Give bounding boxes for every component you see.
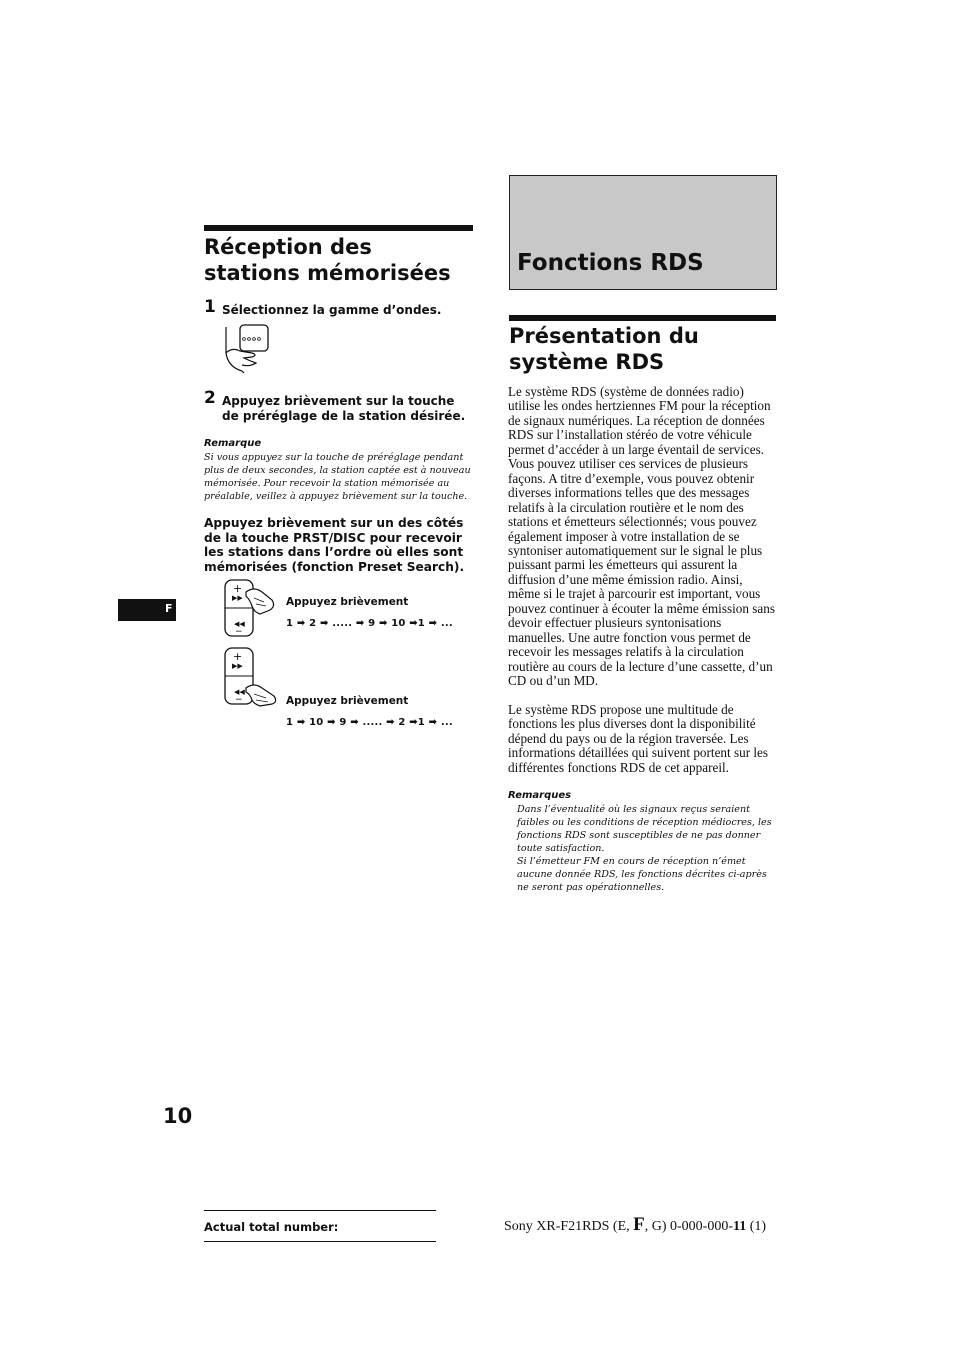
diagram1-label: Appuyez brièvement bbox=[286, 596, 409, 608]
preset-search-text: Appuyez brièvement sur un des côtés de la touche PRST/DISC pour recevoir les stations dans l’ordre où elles sont mémorisées (fonction Preset Search). bbox=[204, 516, 465, 574]
page-number: 10 bbox=[163, 1104, 193, 1128]
footer-top-rule bbox=[204, 1210, 436, 1211]
svg-text:−: − bbox=[235, 695, 243, 705]
svg-text:+: + bbox=[233, 582, 243, 595]
right-notes-title: Remarques bbox=[508, 790, 572, 801]
right-note-item-1: Dans l’éventualité où les signaux reçus seraient faibles ou les conditions de réception médiocres, les fonctions RDS sont susceptibles de ne pas donner toute satisfaction. bbox=[517, 804, 772, 854]
svg-text:▶▶: ▶▶ bbox=[232, 594, 243, 602]
left-heading: Réception des stations mémorisées bbox=[204, 235, 451, 285]
model-info bbox=[504, 1214, 766, 1236]
svg-text:◀◀: ◀◀ bbox=[234, 688, 245, 696]
model-mid: , G) 0-000-000- bbox=[644, 1219, 734, 1234]
rds-paragraph-2: Le système RDS propose une multitude de fonctions les plus diverses dont la disponibilité dépend du pays ou de la région traversée. Les informations détaillées qui suivent portent sur les différentes fonctions RDS de cet appareil. bbox=[508, 702, 769, 775]
right-heading-rule bbox=[509, 315, 776, 321]
step2-text: Appuyez brièvement sur la touche de préréglage de la station désirée. bbox=[222, 394, 466, 423]
footer-bottom-rule bbox=[204, 1241, 436, 1242]
left-note-title: Remarque bbox=[204, 438, 262, 449]
diagram2-sequence: 1 ➡ 10 ➡ 9 ➡ ..... ➡ 2 ➡1 ➡ ... bbox=[286, 717, 453, 728]
model-suffix: (1) bbox=[746, 1219, 767, 1234]
prst-disc-minus-illustration bbox=[220, 646, 282, 708]
model-bold: 11 bbox=[733, 1219, 747, 1234]
svg-text:−: − bbox=[235, 627, 243, 637]
step1-number: 1 bbox=[204, 297, 216, 317]
language-tab bbox=[118, 599, 176, 621]
left-heading-rule bbox=[204, 225, 473, 231]
prst-disc-plus-illustration bbox=[220, 578, 280, 640]
rds-paragraph-1: Le système RDS (système de données radio) utilise les ondes hertziennes FM pour la réception de signaux numériques. La réception de données RDS sur l’installation stéréo de votre véhicule permet d’accéder à un large éventail de services. Vous pouvez utiliser ces services de plusieurs façons. A titre d’exemple, vous pouvez obtenir diverses informations telles que des messages relatifs à la circulation routière et le nom des stations et émetteurs sélectionnés; vous pouvez également imposer à votre installation de se syntoniser automatiquement sur le signal le plus puissant parmi les émetteurs qui assurent la diffusion d’une même émission radio. Ainsi, même si le trajet à parcourir est important, vous pouvez continuer à écouter la même émission sans devoir effectuer plusieurs syntonisations manuelles. Une autre fonction vous permet de recevoir les messages relatifs à la circulation routière au cours de la lecture d’une cassette, d’un CD ou d’un MD. bbox=[508, 384, 775, 689]
step2-number: 2 bbox=[204, 388, 216, 408]
diagram2-label: Appuyez brièvement bbox=[286, 695, 409, 707]
section-title: Fonctions RDS bbox=[517, 250, 704, 276]
step1-text: Sélectionnez la gamme d’ondes. bbox=[222, 303, 442, 317]
diagram1-sequence: 1 ➡ 2 ➡ ..... ➡ 9 ➡ 10 ➡1 ➡ ... bbox=[286, 618, 453, 629]
right-heading: Présentation du système RDS bbox=[509, 324, 699, 374]
svg-text:◀◀: ◀◀ bbox=[234, 620, 245, 628]
language-tab-label: F bbox=[165, 602, 173, 615]
actual-total-label: Actual total number: bbox=[204, 1220, 339, 1234]
left-note-text: Si vous appuyez sur la touche de préréglage pendant plus de deux secondes, la station captée est à nouveau mémorisée. Pour recevoir la station mémorisée au préalable, veillez à appuyez brièvement sur la touche. bbox=[204, 452, 471, 502]
model-f: F bbox=[633, 1214, 645, 1235]
svg-text:▶▶: ▶▶ bbox=[232, 662, 243, 670]
right-note-item-2: Si l’émetteur FM en cours de réception n’émet aucune donnée RDS, les fonctions décrites ci-après ne seront pas opérationnelles. bbox=[517, 856, 767, 893]
model-prefix: Sony XR-F21RDS (E, bbox=[504, 1219, 634, 1234]
band-button-illustration bbox=[222, 323, 272, 375]
svg-text:+: + bbox=[233, 650, 243, 663]
section-title-box bbox=[509, 175, 777, 290]
